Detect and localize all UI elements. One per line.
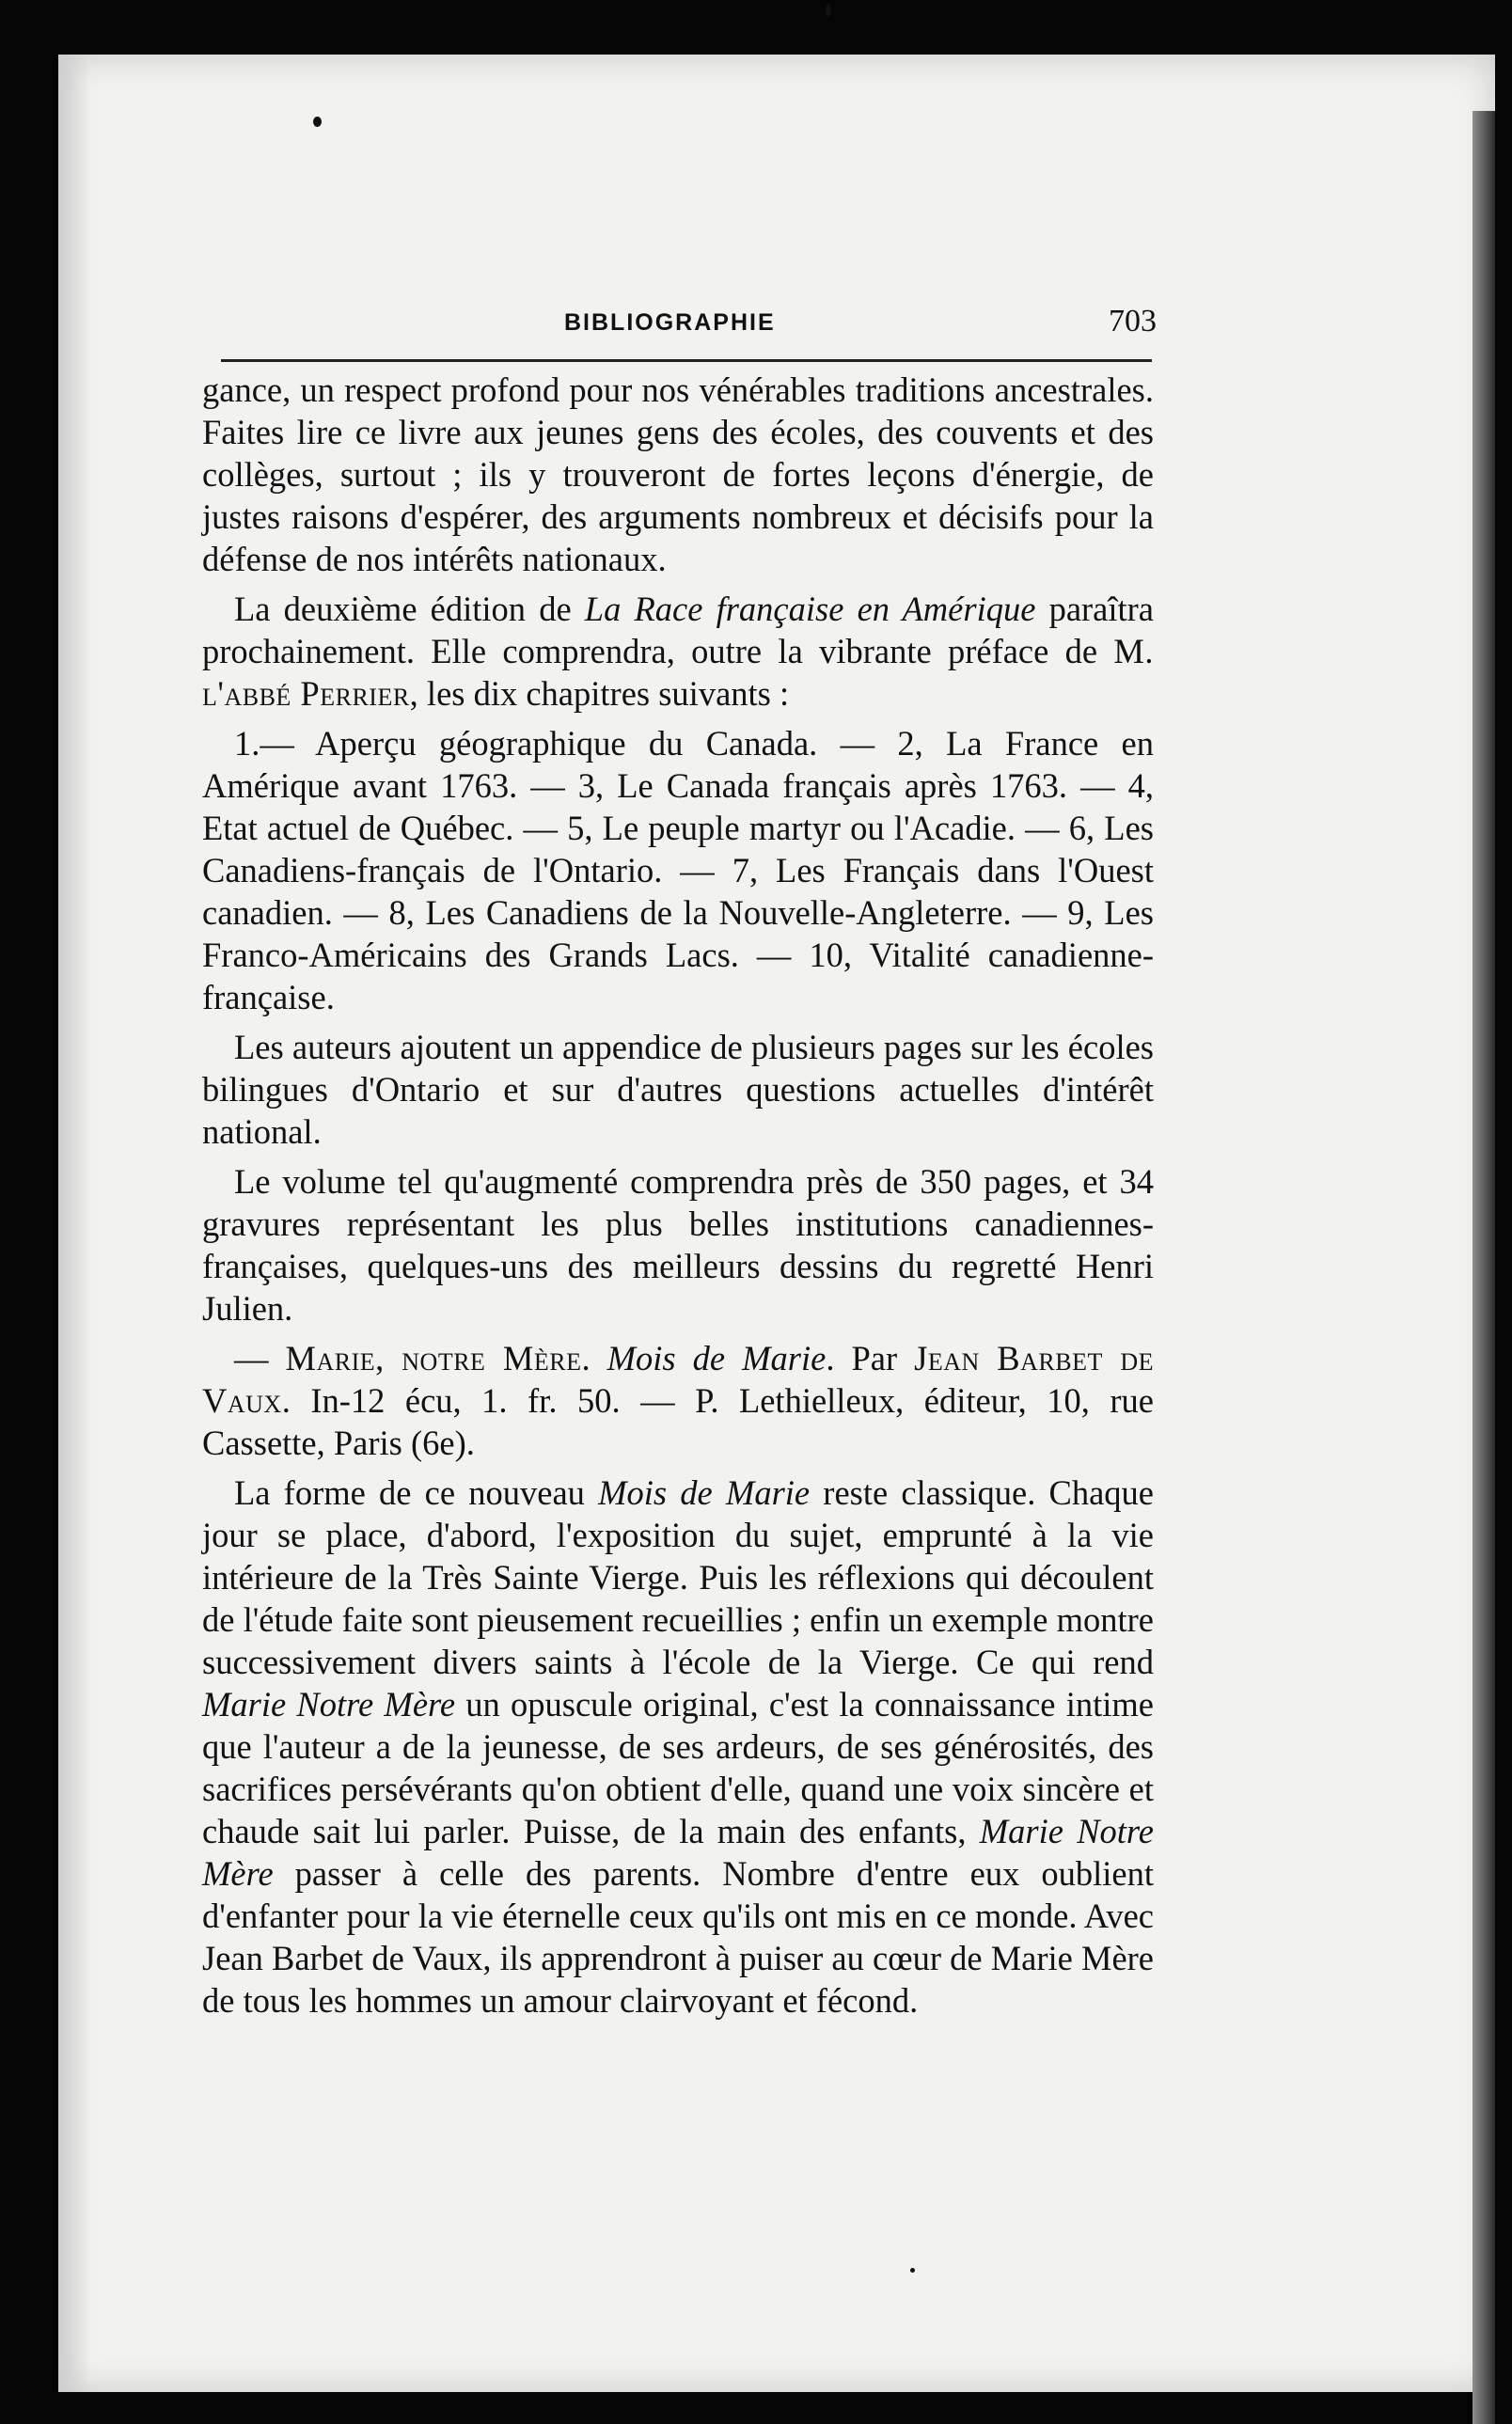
text-run: — — [234, 1339, 286, 1377]
text-run: . In-12 écu, 1. fr. 50. — P. Lethielleux, éditeur, 10, rue Cassette, Paris (6e). — [202, 1381, 1154, 1462]
header-rule — [221, 359, 1152, 362]
page-gutter-shadow — [58, 55, 90, 2392]
preface-author: M. l'abbé Perrier — [202, 632, 1154, 713]
page-header — [221, 304, 1157, 360]
paragraph-chapter-list: 1.— Aperçu géographique du Canada. — 2, La France en Amérique avant 1763. — 3, Le Canada français après 1763. — 4, Etat actuel de Québec. — 5, Le peuple martyr ou l'Acadie. — 6, Les Canadiens-français de l'Ontario. — 7, Les Français dans l'Ouest canadien. — 8, Les Canadiens de la Nouvelle-Angleterre. — 9, Les Franco-Américains des Grands Lacs. — 10, Vitalité canadienne-française. — [202, 724, 1154, 1016]
body-text — [202, 369, 1154, 2029]
paper-speck — [826, 4, 831, 17]
paragraph-continuation: gance, un respect profond pour nos vénérables traditions ancestrales. Faites lire ce livre aux jeunes gens des écoles, des couvents et des collèges, surtout ; ils y trouveront de fortes leçons d'énergie, de justes raisons d'espérer, des arguments nombreux et décisifs pour la défense de nos intérêts nationaux. — [202, 370, 1154, 578]
text-run: La forme de ce nouveau — [234, 1473, 599, 1512]
text-run: paraîtra prochainement. Elle comprendra, outre la vibrante préface de — [202, 590, 1155, 670]
text-run: reste classique. Chaque jour se place, d'abord, l'exposition du sujet, emprunté à la vie intérieure de la Très Sainte Vierge. Puis les réflexions qui découlent de l'étude faite sont pieusement recueillies ; enfin un exemple montre successivement divers saints à l'école de la Vierge. Ce qui rend — [202, 1473, 1155, 1681]
paragraph-review — [202, 1472, 1154, 2022]
paragraph-second-edition — [202, 588, 1154, 715]
text-run: , les dix chapitres suivants : — [409, 674, 790, 713]
page-edge — [1473, 111, 1495, 2424]
paragraph-volume: Le volume tel qu'augmenté comprendra près de 350 pages, et 34 gravures représentant les plus belles institutions canadiennes-françaises, quelques-uns des meilleurs dessins du regretté Henri Julien. — [202, 1162, 1154, 1328]
book-title: Marie Notre Mère — [202, 1685, 456, 1724]
page-number: 703 — [1109, 304, 1157, 338]
paper-speck — [313, 117, 322, 127]
book-title: La Race française en Amérique — [584, 590, 1036, 628]
text-run: passer à celle des parents. Nombre d'entre eux oublient d'enfanter pour la vie éternelle ceux qu'ils ont mis en ce monde. Avec Jean Barbet de Vaux, ils apprendront à puiser au cœur de Marie Mère de tous les hommes un amour clairvoyant et fécond. — [202, 1854, 1154, 2020]
text-run: un opuscule original, c'est la connaissance intime que l'auteur a de la jeunesse, de ses ardeurs, de ses générosités, des sacrifices persévérants qu'on obtient d'elle, quand une voix sincère et chaude sait lui parler. Puisse, de la main des enfants, — [202, 1685, 1154, 1850]
running-title: BIBLIOGRAPHIE — [564, 309, 776, 336]
paper-speck — [910, 2268, 915, 2273]
text-run: . — [581, 1339, 607, 1377]
book-title: Mois de Marie — [598, 1473, 811, 1512]
text-run: . Par — [826, 1339, 915, 1377]
text-run: La deuxième édition de — [234, 590, 585, 628]
entry-title: Marie, notre Mère — [285, 1339, 582, 1377]
paragraph-appendix: Les auteurs ajoutent un appendice de plusieurs pages sur les écoles bilingues d'Ontario et sur d'autres questions actuelles d'intérêt national. — [202, 1028, 1154, 1151]
entry-subtitle: Mois de Marie — [606, 1339, 827, 1377]
entry-author: Jean Barbet de Vaux — [202, 1339, 1155, 1420]
paragraph-book-entry — [202, 1337, 1154, 1464]
book-title: Marie Notre Mère — [202, 1812, 1154, 1893]
